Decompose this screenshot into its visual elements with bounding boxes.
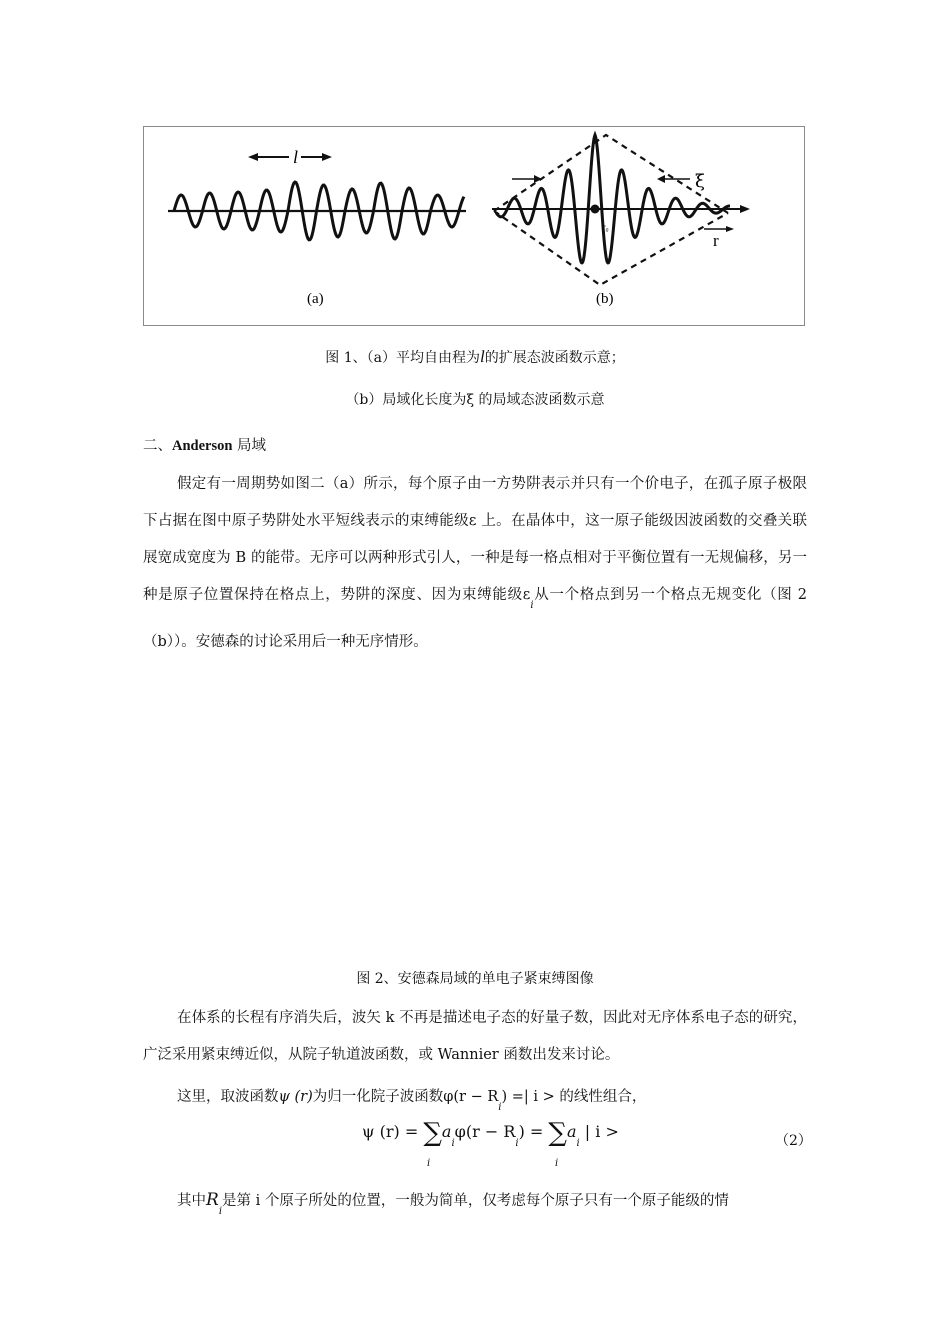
eq-R-sub: i	[515, 1138, 519, 1149]
figure-1	[143, 126, 805, 326]
var-R-sub: i	[218, 1206, 223, 1217]
label-b: (b)	[596, 291, 614, 307]
psi-r: ψ (r)	[278, 1089, 313, 1105]
phi-subscript: i	[498, 1102, 502, 1113]
heading-suffix: 局域	[232, 438, 267, 454]
paragraph-4-prefix: 其中	[177, 1193, 206, 1209]
eq-sum-2: ∑	[548, 1118, 567, 1148]
eq-lhs: ψ (r) =	[362, 1122, 424, 1141]
eq-phi: φ(r − R	[454, 1122, 516, 1141]
eq-sum-index-2: i	[555, 1158, 559, 1169]
phi-ket: ) =| i >	[501, 1089, 560, 1105]
caption-1-prefix: 图 1、（a）平均自由程为	[325, 350, 480, 366]
eq-a: a	[441, 1122, 452, 1141]
paragraph-3-prefix: 这里，取波函数	[177, 1089, 279, 1105]
label-xi: ξ	[695, 171, 705, 192]
caption-1-suffix: 的扩展态波函数示意；	[484, 350, 625, 366]
eq-sum-1: ∑	[423, 1118, 442, 1148]
paragraph-3-middle: 为归一化院子波函数	[312, 1089, 444, 1105]
r0-dot	[591, 205, 600, 214]
paragraph-4	[143, 1182, 807, 1230]
equation-number: （2）	[775, 1133, 812, 1149]
paragraph-1	[143, 466, 807, 661]
phi-expr: φ(r − R	[443, 1089, 499, 1105]
envelope-upper	[494, 135, 728, 213]
label-r0: r₀	[602, 222, 609, 232]
eq-a-2-sub: i	[576, 1138, 580, 1149]
eq-equals: ) =	[518, 1122, 549, 1141]
heading-number: 二、	[143, 438, 172, 454]
figure-2-caption: 图 2、安德森局域的单电子紧束缚图像	[356, 971, 594, 987]
panel-b-localized-wave	[492, 135, 750, 307]
panel-b-wave	[496, 135, 730, 263]
caption-1-var-l: l	[479, 347, 485, 366]
eq-a-2: a	[566, 1122, 577, 1141]
heading-bold: Anderson	[172, 438, 233, 454]
label-a: (a)	[307, 291, 324, 307]
label-r: r	[713, 231, 719, 250]
paragraph-4-suffix: 是第 i 个原子所处的位置，一般为简单，仅考虑每个原子只有一个原子能级的情	[222, 1193, 729, 1209]
figure-1-caption-line-2: （b）局域化长度为ξ 的局域态波函数示意	[345, 392, 605, 408]
figure-1-caption-line-1	[0, 347, 950, 368]
var-R: R	[206, 1190, 219, 1210]
paragraph-2: 在体系的长程有序消失后，波矢 k 不再是描述电子态的好量子数，因此对无序体系电子态的研究，广泛采用紧束缚近似，从院子轨道波函数，或 Wannier 函数出发来讨论。	[143, 1010, 807, 1063]
label-l: l	[293, 147, 299, 167]
eq-sum-index-1: i	[427, 1158, 431, 1169]
figure-1-drawing	[144, 127, 804, 325]
paragraph-1-subscript: i	[530, 600, 534, 611]
paragraph-3-suffix: 的线性组合，	[559, 1089, 647, 1105]
eq-ket: | i >	[579, 1122, 619, 1141]
section-heading	[143, 436, 266, 456]
paragraph-1-text-end: 从一个格点到另一个格点无规变化（图 2（b））。安德森的讨论采用后一种无序情形。	[143, 587, 807, 650]
eq-a-sub: i	[451, 1138, 455, 1149]
equation-2-body	[362, 1118, 619, 1149]
paragraph-1-text: 假定有一周期势如图二（a）所示，每个原子由一方势阱表示并只有一个价电子，在孤子原子极限下占据在图中原子势阱处水平短线表示的束缚能级ε 上。在晶体中，这一原子能级因波函数的交叠关联展宽成宽度为 B 的能带。无序可以两种形式引人，一种是每一格点相对于平衡位置有一无规偏移，另一种是原子位置保持在格点上，势阱的深度、因为束缚能级ε	[143, 476, 807, 603]
panel-a-extended-wave	[168, 147, 466, 307]
